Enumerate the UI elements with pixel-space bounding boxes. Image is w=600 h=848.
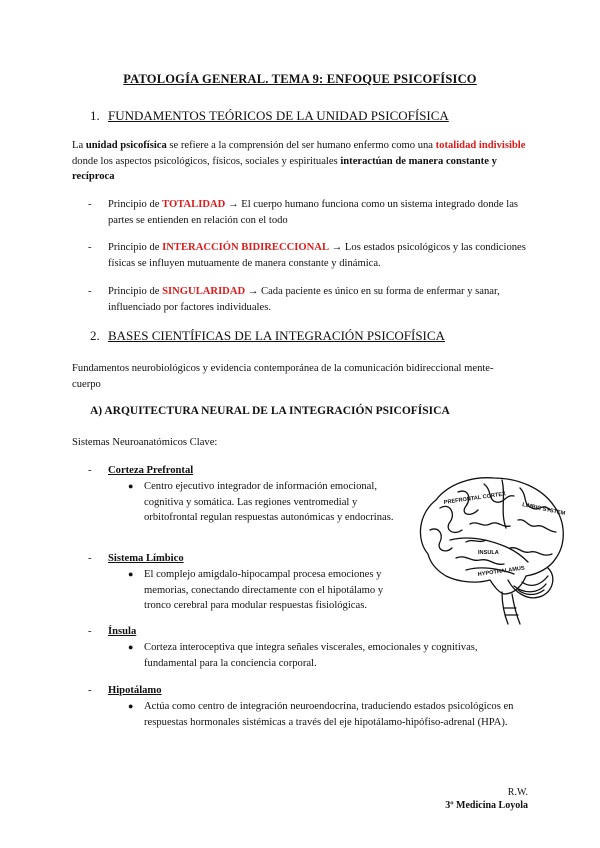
principle-item [88,284,528,315]
section-2-title: BASES CIENTÍFICAS DE LA INTEGRACIÓN PSICOFÍSICA [108,328,445,343]
principle-prefix: Principio de [108,242,163,253]
intro-red-term: totalidad indivisible [435,140,526,151]
list-dash: - [88,199,92,210]
system-description [128,567,400,614]
list-dash: - [88,685,92,696]
principle-name: TOTALIDAD [162,199,226,210]
footer-author: R.W. [507,787,528,798]
section-1-number: 1. [90,108,100,123]
footer-course: 3º Medicina Loyola [445,800,528,811]
section-2-number: 2. [90,328,100,343]
principle-name: INTERACCIÓN BIDIRECCIONAL [162,242,330,253]
system-name [88,624,137,640]
subsection-a-heading: A) ARQUITECTURA NEURAL DE LA INTEGRACIÓN PSICOFÍSICA [90,405,450,417]
system-name [88,551,184,567]
system-description [128,479,394,526]
unidad-intro [72,138,530,185]
system-name-text: Hipotálamo [108,685,162,696]
intro-bold-phrase: interactúan de manera constante y recíproca [72,155,497,182]
section-1-heading [90,108,449,124]
bullet-dot: ● [128,569,134,579]
bullet-dot: ● [128,701,134,711]
system-description [128,640,524,671]
principle-text: → Los estados psicológicos y las condiciones físicas se influyen mutuamente de manera constante y dinámica. [108,242,526,269]
principle-prefix: Principio de [108,199,163,210]
section-1-title: FUNDAMENTOS TEÓRICOS DE LA UNIDAD PSICOFÍSICA [108,108,449,123]
page-title: PATOLOGÍA GENERAL. TEMA 9: ENFOQUE PSICOFÍSICO [123,72,477,86]
list-dash: - [88,626,92,637]
principle-text: → El cuerpo humano funciona como un sistema integrado donde las partes se entienden en relación con el todo [108,199,519,226]
intro-text: donde los aspectos psicológicos, físicos, sociales y espirituales [72,155,341,167]
system-description-text: El complejo amigdalo-hipocampal procesa emociones y memorias, conectando directamente con el hipotálamo y tronco cerebral para modular respuestas fisiológicas. [144,569,384,611]
section-2-intro: Fundamentos neurobiológicos y evidencia contemporánea de la comunicación bidireccional mente-cuerpo [72,363,494,390]
limbic-system-label: LIMBIC SYSTEM [521,502,566,518]
system-name [88,683,162,699]
system-name-text: Ínsula [108,626,137,637]
insula-label: INSULA [478,550,499,556]
principle-prefix: Principio de [108,286,163,297]
list-dash: - [88,286,92,297]
prefrontal-cortex-label: PREFRONTAL CORTEX [443,491,507,506]
system-name-text: Corteza Prefrontal [108,465,194,476]
intro-bold-term: unidad psicofísica [85,140,167,151]
intro-text: se refiere a la comprensión del ser humano enfermo como una [166,140,436,151]
bullet-dot: ● [128,642,134,652]
hypothalamus-label: HYPOTHALAMUS [477,565,526,578]
principle-item [88,197,528,228]
principle-name: SINGULARIDAD [162,286,246,297]
brain-illustration [410,462,570,630]
system-description-text: Actúa como centro de integración neuroendocrina, traduciendo estados psicológicos en respuestas hormonales sistémicas a través del eje hipotálamo-hipófiso-adrenal (HPA). [144,701,514,728]
system-name-text: Sistema Límbico [108,553,184,564]
intro-text: La [72,140,86,151]
principle-item [88,240,528,271]
principle-text: → Cada paciente es único en su forma de enfermar y sanar, influenciado por factores individuales. [108,286,500,313]
list-dash: - [88,465,92,476]
systems-label: Sistemas Neuroanatómicos Clave: [72,437,218,448]
section-2-heading [90,328,445,344]
system-description [128,699,519,730]
list-dash: - [88,553,92,564]
list-dash: - [88,242,92,253]
footer [445,786,528,812]
system-description-text: Centro ejecutivo integrador de información emocional, cognitiva y somática. Las regiones ventromedial y orbitofrontal regulan respuestas autonómicas y endocrinas. [144,481,394,523]
system-description-text: Corteza interoceptiva que integra señales viscerales, emocionales y cognitivas, fundamental para la conciencia corporal. [144,642,478,669]
bullet-dot: ● [128,481,134,491]
system-name [88,463,194,479]
